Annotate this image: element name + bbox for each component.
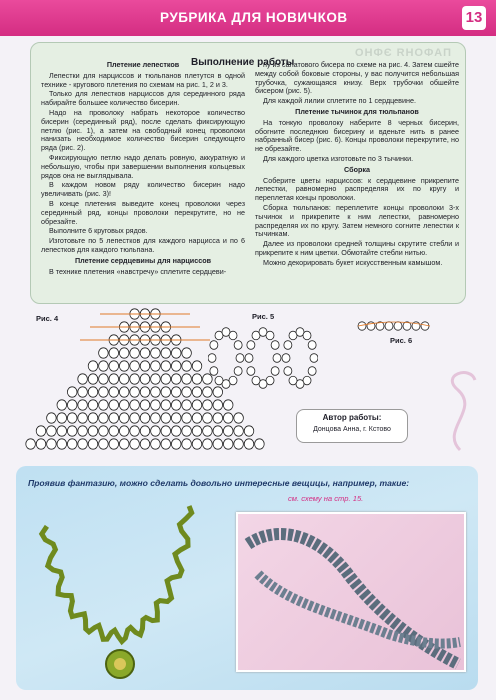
bead — [310, 354, 318, 363]
bead — [171, 400, 181, 410]
bead — [223, 400, 233, 410]
bead — [67, 426, 77, 436]
bead — [109, 374, 119, 384]
bead — [252, 376, 260, 385]
bead — [67, 439, 77, 449]
bead — [99, 348, 109, 358]
bead — [119, 400, 129, 410]
bead — [192, 400, 202, 410]
bead — [234, 439, 244, 449]
bead — [247, 341, 255, 350]
bead — [161, 426, 171, 436]
bead — [234, 367, 242, 376]
bead — [78, 426, 88, 436]
paragraph: Надо на проволоку набрать некоторое количество бисерин (серединный ряд), после сделать фиксирующую петлю (рис. 1), а затем на свободный конец проволоки нанизать необходимое количество бисерин следующего ряда (рис. 2). — [41, 107, 245, 153]
bead — [234, 426, 244, 436]
bead — [192, 361, 202, 371]
section-heading: Плетение лепестков — [106, 60, 180, 69]
section-heading: Плетение сердцевины для нарциссов — [75, 255, 211, 265]
left-column — [41, 59, 245, 277]
bead — [151, 348, 161, 358]
page-header — [0, 0, 496, 36]
gallery-caption: Проявив фантазию, можно сделать довольно интересные вещицы, например, такие: — [28, 478, 410, 488]
paragraph: Далее из проволоки средней толщины скрутите стебли и прикрепите к ним цветки. Обмотайте стебли нитью. — [255, 239, 459, 257]
paragraph: Лепестки для нарциссов и тюльпанов плетутся в одной технике - кругового плетения по схемам на рис. 1, 2 и 3. — [41, 70, 245, 89]
blue-necklace-photo — [236, 512, 466, 672]
bead — [130, 413, 140, 423]
bead — [215, 376, 223, 385]
bead — [57, 400, 67, 410]
bead — [140, 348, 150, 358]
bead — [140, 426, 150, 436]
bead — [47, 413, 57, 423]
paragraph: Изготовьте по 5 лепестков для каждого нарцисса и по 6 лепестков для каждого тюльпана. — [41, 236, 245, 254]
bead — [182, 387, 192, 397]
bead — [171, 387, 181, 397]
section-heading: Плетение тычинок для тюльпанов — [295, 106, 419, 116]
bead — [161, 361, 171, 371]
bead — [119, 426, 129, 436]
bead — [88, 400, 98, 410]
paragraph: В каждом новом ряду количество бисерин надо увеличивать (рис. 3)! — [41, 180, 245, 199]
bead — [140, 374, 150, 384]
bead — [130, 374, 140, 384]
paragraph: В конце плетения выведите конец проволоки через серединный ряд, концы проволоки перекрутите, но не обрезайте. — [41, 198, 245, 226]
scheme-reference: см. схему на стр. 15. — [288, 494, 364, 503]
bead — [119, 413, 129, 423]
bead — [57, 413, 67, 423]
section-title: РУБРИКА ДЛЯ НОВИЧКОВ — [160, 10, 348, 25]
bead — [151, 426, 161, 436]
instructions-box — [30, 42, 466, 304]
bead — [99, 400, 109, 410]
bead — [140, 361, 150, 371]
bead — [171, 439, 181, 449]
bead — [203, 400, 213, 410]
article-title: Выполнение работы — [191, 57, 295, 68]
paragraph: Для каждой лилии сплетите по 1 сердцевине. — [263, 96, 416, 106]
bead — [47, 439, 57, 449]
bead — [140, 387, 150, 397]
bead — [394, 322, 402, 330]
bead — [67, 400, 77, 410]
bead — [119, 439, 129, 449]
bead — [213, 400, 223, 410]
bead — [266, 331, 274, 340]
bead — [213, 413, 223, 423]
bead — [130, 361, 140, 371]
bead — [223, 439, 233, 449]
bead — [130, 348, 140, 358]
bleed-through-text: ПАФОНЯ ЭФНО — [354, 47, 451, 59]
figure-5-bead-scheme — [208, 322, 318, 396]
bead — [282, 354, 290, 363]
bead — [78, 400, 88, 410]
bead — [182, 426, 192, 436]
bead — [234, 341, 242, 350]
bead — [88, 387, 98, 397]
bead — [67, 413, 77, 423]
bead — [26, 439, 36, 449]
paragraph: Для каждого цветка изготовьте по 3 тычинки. — [263, 153, 414, 163]
figure-5-label: Рис. 5 — [252, 312, 275, 321]
bead — [109, 426, 119, 436]
bead — [119, 387, 129, 397]
bead — [78, 439, 88, 449]
bead — [161, 374, 171, 384]
bead — [223, 426, 233, 436]
blue-necklace-image — [238, 514, 464, 670]
bead — [223, 413, 233, 423]
bead — [130, 426, 140, 436]
necklace-strand — [42, 506, 192, 641]
right-column — [255, 61, 459, 269]
bead — [161, 348, 171, 358]
bead — [57, 439, 67, 449]
paragraph: ну из салатового бисера по схеме на рис. 4. Затем сшейте между собой боковые стороны, у вас получится небольшая трубочка, сужающаяся книзу. Верх трубочки обшейте бисером (рис. 5). — [255, 60, 459, 96]
bead — [192, 439, 202, 449]
section-heading: Сборка — [344, 164, 370, 174]
bead — [203, 426, 213, 436]
bead — [171, 348, 181, 358]
bead — [109, 400, 119, 410]
bead — [289, 376, 297, 385]
bead — [88, 439, 98, 449]
bead — [151, 387, 161, 397]
bead — [99, 426, 109, 436]
bead — [271, 341, 279, 350]
bead — [192, 387, 202, 397]
bead — [171, 374, 181, 384]
bead — [171, 361, 181, 371]
bead — [271, 367, 279, 376]
bead — [151, 374, 161, 384]
bead — [229, 331, 237, 340]
paragraph: Выполните 6 круговых рядов. — [49, 226, 148, 236]
figure-6-label: Рис. 6 — [390, 336, 413, 345]
bead — [57, 426, 67, 436]
bead — [119, 374, 129, 384]
bead — [210, 341, 218, 350]
author-box — [296, 409, 408, 443]
figure-4-label: Рис. 4 — [36, 314, 59, 323]
bead — [213, 426, 223, 436]
bead — [78, 413, 88, 423]
bead — [308, 341, 316, 350]
bead — [109, 439, 119, 449]
paragraph: На тонкую проволоку наберите 8 черных бисерин, обогните последнюю бисерину и вденьте нить в ранее набранный бисер (рис. 6). Концы проволоки перекрутите, но не обрезайте. — [255, 117, 459, 154]
bead — [47, 426, 57, 436]
bead — [171, 426, 181, 436]
bead — [78, 374, 88, 384]
bead — [161, 439, 171, 449]
figure-6-bead-scheme — [354, 316, 434, 336]
paragraph: В технике плетения «навстречу» сплетите сердцеви- — [49, 266, 227, 276]
bead — [88, 374, 98, 384]
bead — [130, 400, 140, 410]
bead — [161, 400, 171, 410]
bead — [151, 439, 161, 449]
bead — [171, 413, 181, 423]
bead — [182, 374, 192, 384]
bead — [109, 413, 119, 423]
bead — [88, 413, 98, 423]
bead — [119, 361, 129, 371]
bead — [130, 387, 140, 397]
bead — [161, 387, 171, 397]
paragraph: Можно декорировать букет искусственным камышом. — [263, 257, 443, 267]
bead — [247, 367, 255, 376]
bead — [255, 439, 265, 449]
bead — [421, 322, 429, 330]
bead — [109, 387, 119, 397]
bead — [109, 361, 119, 371]
page-number: 13 — [462, 6, 486, 30]
paragraph: Фиксирующую петлю надо делать ровную, аккуратную и небольшую, чтобы при завершении выполнения кольцевых рядов она не выглядывала. — [41, 152, 245, 180]
bead — [161, 413, 171, 423]
bead — [245, 354, 253, 363]
bead — [284, 341, 292, 350]
bead — [244, 439, 254, 449]
bead — [78, 387, 88, 397]
bead — [130, 439, 140, 449]
bead — [182, 348, 192, 358]
bead — [99, 413, 109, 423]
bead — [109, 348, 119, 358]
bead — [234, 413, 244, 423]
bead — [213, 439, 223, 449]
paragraph: Только для лепестков нарциссов для серединного ряда набирайте большее количество бисерин. — [41, 89, 245, 108]
bead — [203, 413, 213, 423]
bead — [88, 361, 98, 371]
bead — [192, 413, 202, 423]
bead — [119, 348, 129, 358]
bead — [140, 413, 150, 423]
bead — [308, 367, 316, 376]
bead — [210, 367, 218, 376]
bead — [99, 374, 109, 384]
author-title: Автор работы: — [322, 413, 382, 422]
bead — [182, 400, 192, 410]
bead — [182, 413, 192, 423]
bead — [140, 439, 150, 449]
bead — [284, 367, 292, 376]
bead — [88, 426, 98, 436]
bead — [99, 439, 109, 449]
bead — [67, 387, 77, 397]
bead — [151, 361, 161, 371]
paragraph: Соберите цветы нарциссов: к сердцевине прикрепите лепестки, равномерно распределяя их по кругу и переплетая концы проволоки. — [255, 175, 459, 203]
bead — [151, 413, 161, 423]
bead — [182, 361, 192, 371]
bead — [36, 439, 46, 449]
bead — [208, 354, 216, 363]
bead — [303, 331, 311, 340]
bead — [99, 387, 109, 397]
bead — [236, 354, 244, 363]
decorative-swirl — [430, 360, 490, 460]
author-name: Донцова Анна, г. Кстово — [313, 426, 391, 433]
bead — [151, 400, 161, 410]
green-necklace-photo — [26, 488, 206, 688]
bead — [182, 439, 192, 449]
bead — [140, 400, 150, 410]
bead — [192, 426, 202, 436]
bead — [203, 439, 213, 449]
bead — [192, 374, 202, 384]
bead — [273, 354, 281, 363]
bead — [244, 426, 254, 436]
bead — [385, 322, 393, 330]
bead — [99, 361, 109, 371]
bead — [36, 426, 46, 436]
paragraph: Сборка тюльпанов: переплетите концы проволоки 3-х тычинок и прикрепите к ним лепестки, равномерно распределяя их по кругу. Затем немного согните лепестки к тычинкам. — [255, 202, 459, 239]
